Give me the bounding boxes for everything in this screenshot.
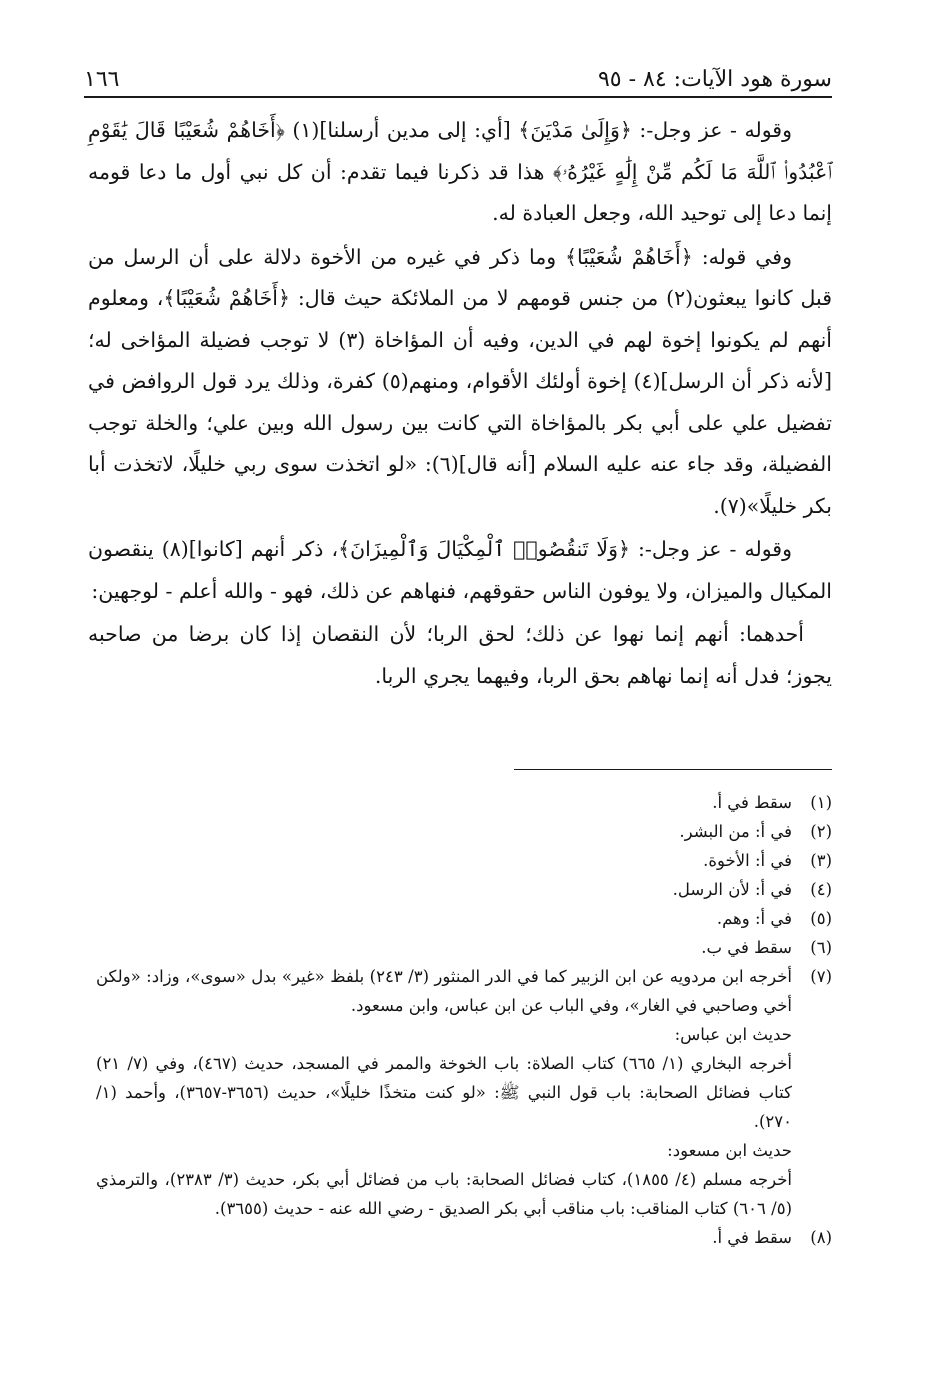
footnote <box>96 875 832 904</box>
footnote <box>96 933 832 962</box>
footnote-text: سقط في ب. <box>701 938 792 957</box>
surah-title: سورة هود الآيات: ٨٤ - ٩٥ <box>597 67 832 92</box>
footnotes <box>96 788 832 1252</box>
paragraph: أحدهما: أنهم إنما نهوا عن ذلك؛ لحق الربا؛ لأن النقصان إذا كان برضا من صاحبه يجوز؛ فدل أنه إنما نهاهم بحق الربا، وفيهما يجري الربا. <box>88 622 832 688</box>
footnote <box>96 817 832 846</box>
footnote-text: أخرجه ابن مردويه عن ابن الزبير كما في الدر المنثور (٣/ ٢٤٣) بلفظ «غير» بدل «سوى»، وزاد: «ولكن أخي وصاحبي في الغار»، وفي الباب عن ابن عباس، وابن مسعود. <box>96 967 792 1015</box>
footnote <box>96 788 832 817</box>
footnote-number: (٧) <box>810 967 832 986</box>
footnote-text: أخرجه البخاري (١/ ٦٦٥) كتاب الصلاة: باب الخوخة والممر في المسجد، حديث (٤٦٧)، وفي (٧/ ٢١) كتاب فضائل الصحابة: باب قول النبي ﷺ: «لو كنت متخذًا خليلًا»، حديث (٣٦٥٦-٣٦٥٧)، وأحمد (١/ ٢٧٠). <box>96 1054 793 1131</box>
header-rule <box>84 96 832 98</box>
footnote-subheading: حديث ابن مسعود: <box>667 1141 792 1160</box>
footnote-subheading: حديث ابن عباس: <box>674 1025 792 1044</box>
main-text <box>88 110 832 699</box>
page-number: ١٦٦ <box>84 67 120 92</box>
paragraph: وقوله - عز وجل-: ﴿وَإِلَىٰ مَدْيَنَ﴾ [أي: إلى مدين أرسلنا](١) ﴿أَخَاهُمْ شُعَيْبًا قَالَ يَٰقَوْمِ ٱعْبُدُوا۟ ٱللَّهَ مَا لَكُم مِّنْ إِلَٰهٍ غَيْرُهُۥ﴾ هذا قد ذكرنا فيما تقدم: أن كل نبي أول ما دعا قومه إنما دعا إلى توحيد الله، وجعل العبادة له. <box>88 118 832 225</box>
footnote-text: في أ: الأخوة. <box>703 851 792 870</box>
footnote-text: سقط في أ. <box>712 793 792 812</box>
footnote-text: في أ: من البشر. <box>679 822 792 841</box>
footnote-number: (٣) <box>810 851 832 870</box>
footnote-number: (٨) <box>810 1228 832 1247</box>
footnote-number: (٤) <box>810 880 832 899</box>
paragraph: وفي قوله: ﴿أَخَاهُمْ شُعَيْبًا﴾ وما ذكر في غيره من الأخوة دلالة على أن الرسل من قبل كانوا يبعثون(٢) من جنس قومهم لا من الملائكة حيث قال: ﴿أَخَاهُمْ شُعَيْبًا﴾، ومعلوم أنهم لم يكونوا إخوة لهم في الدين، وفيه أن المؤاخاة (٣) لا توجب فضيلة المؤاخى له؛ [لأنه ذكر أن الرسل](٤) إخوة أولئك الأقوام، ومنهم(٥) كفرة، وذلك يرد قول الروافض في تفضيل علي على أبي بكر بالمؤاخاة التي كانت بين رسول الله وبين علي؛ والخلة توجب الفضيلة، وقد جاء عنه عليه السلام [أنه قال](٦): «لو اتخذت سوى ربي خليلًا، لاتخذت أبا بكر خليلًا»(٧). <box>88 244 833 518</box>
footnote-number: (١) <box>810 793 832 812</box>
footnote-number: (٥) <box>810 909 832 928</box>
footnote <box>96 962 832 1223</box>
footnote <box>96 1223 832 1252</box>
footnote-number: (٢) <box>810 822 832 841</box>
footnote-text: في أ: لأن الرسل. <box>672 880 792 899</box>
footnote <box>96 904 832 933</box>
footnote-rule <box>514 769 832 770</box>
footnote <box>96 846 832 875</box>
footnote-text: في أ: وهم. <box>716 909 792 928</box>
footnote-text: أخرجه مسلم (٤/ ١٨٥٥)، كتاب فضائل الصحابة: باب من فضائل أبي بكر، حديث (٣/ ٢٣٨٣)، والترمذي (٥/ ٦٠٦) كتاب المناقب: باب مناقب أبي بكر الصديق - رضي الله عنه - حديث (٣٦٥٥). <box>96 1170 792 1218</box>
footnote-number: (٦) <box>810 938 832 957</box>
paragraph: وقوله - عز وجل-: ﴿وَلَا تَنقُصُوا۟ ٱلْمِكْيَالَ وَٱلْمِيزَانَ﴾، ذكر أنهم [كانوا](٨) ينقصون المكيال والميزان، ولا يوفون الناس حقوقهم، فنهاهم عن ذلك، فهو - والله أعلم - لوجهين: <box>88 537 832 603</box>
page-header <box>84 56 832 92</box>
footnote-text: سقط في أ. <box>712 1228 792 1247</box>
